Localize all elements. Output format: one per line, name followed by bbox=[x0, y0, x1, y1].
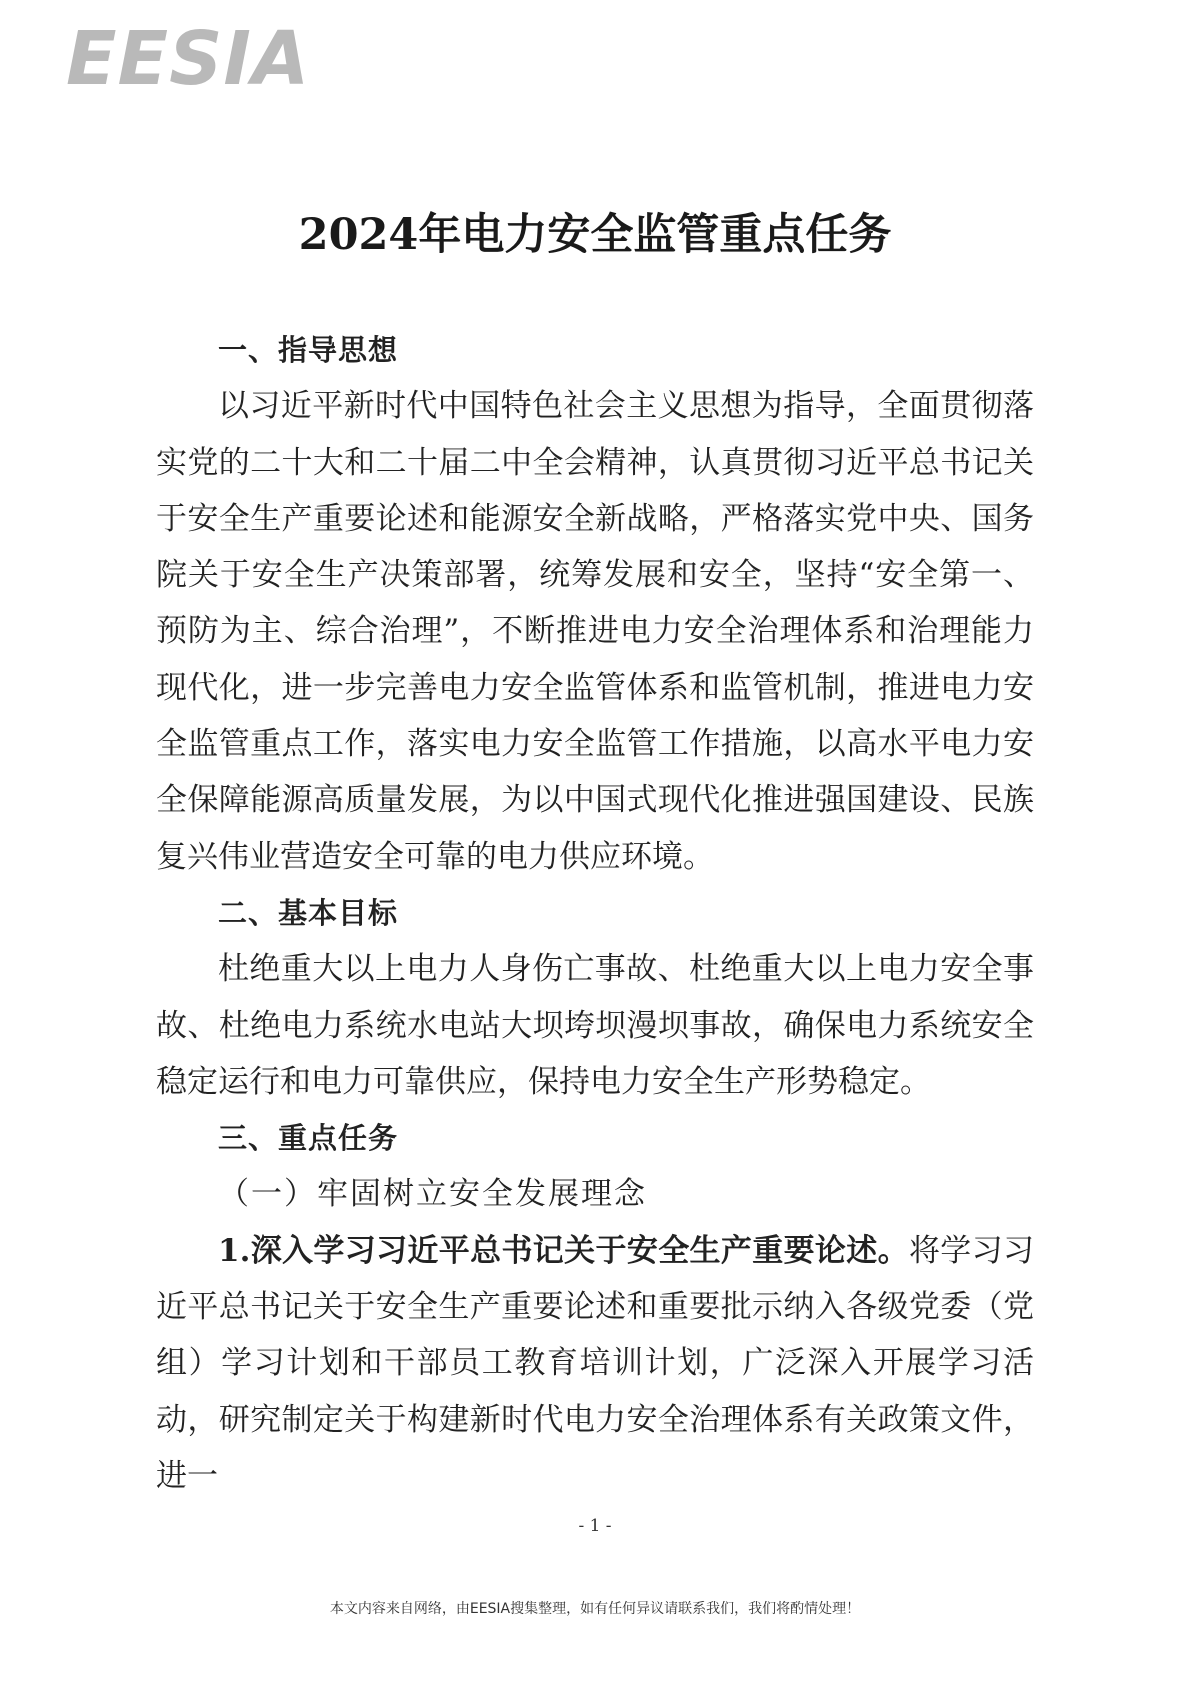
section-3-heading: 三、重点任务 bbox=[218, 1121, 399, 1156]
document-body bbox=[156, 322, 1034, 1504]
task-item-1-text: 将学习习近平总书记关于安全生产重要论述和重要批示纳入各级党委（党组）学习计划和干部员工教育培训计划，广泛深入开展学习活动，研究制定关于构建新时代电力安全治理体系有关政策文件，进一 bbox=[156, 1232, 1034, 1494]
document-title: 2024年电力安全监管重点任务 bbox=[298, 210, 892, 260]
section-2-heading: 二、基本目标 bbox=[218, 895, 399, 930]
eesia-logo: EESIA bbox=[66, 16, 311, 102]
page-number: - 1 - bbox=[578, 1516, 612, 1536]
source-disclaimer: 本文内容来自网络，由EESIA搜集整理，如有任何异议请联系我们，我们将酌情处理！ bbox=[329, 1601, 861, 1617]
section-3-subheading: （一）牢固树立安全发展理念 bbox=[218, 1176, 647, 1213]
task-item-1-title: 1.深入学习习近平总书记关于安全生产重要论述。 bbox=[218, 1232, 909, 1269]
section-1-heading: 一、指导思想 bbox=[218, 333, 399, 367]
task-item-1 bbox=[156, 1223, 1034, 1504]
section-1-paragraph: 以习近平新时代中国特色社会主义思想为指导，全面贯彻落实党的二十大和二十届二中全会精神，认真贯彻习近平总书记关于安全生产重要论述和能源安全新战略，严格落实党中央、国务院关于安全生产决策部署，统筹发展和安全，坚持“安全第一、预防为主、综合治理”，不断推进电力安全治理体系和治理能力现代化，进一步完善电力安全监管体系和监管机制，推进电力安全监管重点工作，落实电力安全监管工作措施，以高水平电力安全保障能源高质量发展，为以中国式现代化推进强国建设、民族复兴伟业营造安全可靠的电力供应环境。 bbox=[156, 388, 1034, 875]
section-2-paragraph: 杜绝重大以上电力人身伤亡事故、杜绝重大以上电力安全事故、杜绝电力系统水电站大坝垮坝漫坝事故，确保电力系统安全稳定运行和电力可靠供应，保持电力安全生产形势稳定。 bbox=[156, 951, 1034, 1100]
